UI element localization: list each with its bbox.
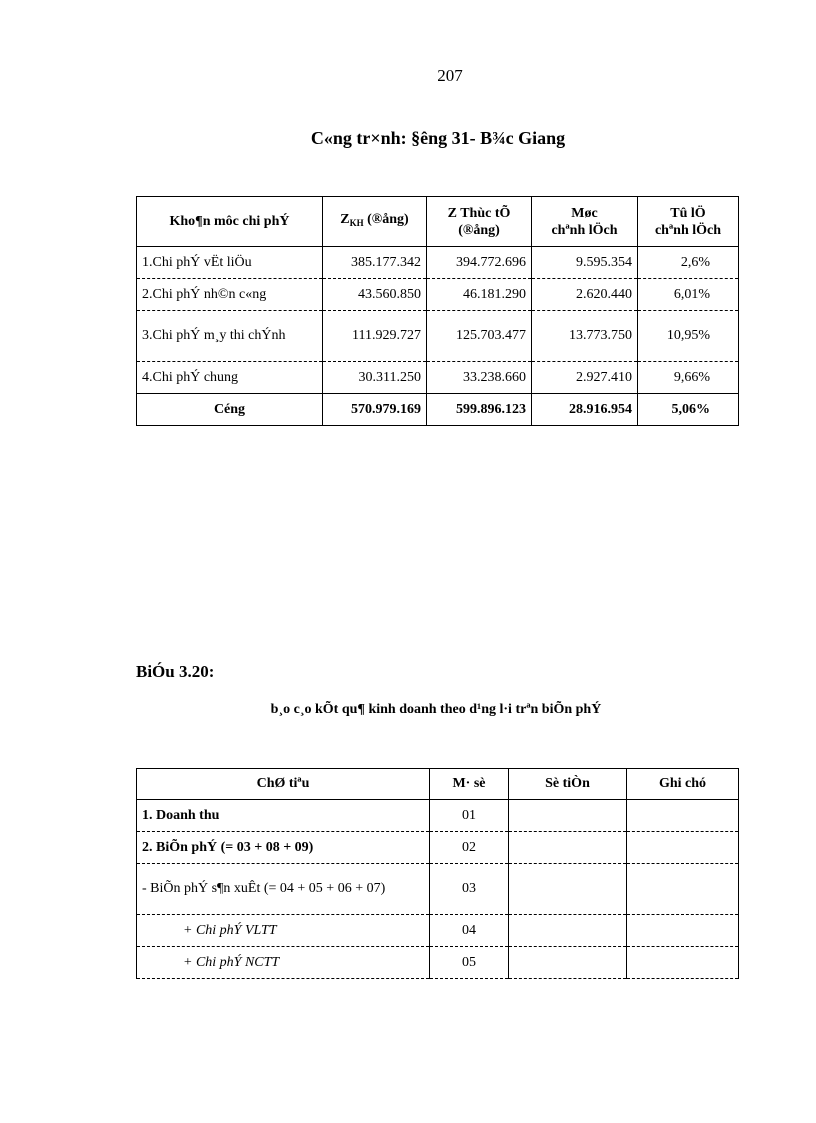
cost-table-header-row — [137, 197, 739, 247]
row-note — [627, 832, 739, 864]
row-diff: 13.773.750 — [532, 311, 638, 362]
header-plan — [323, 197, 427, 247]
header-note: Ghi chó — [627, 769, 739, 800]
header-rate-line2: chªnh lÖch — [654, 222, 722, 238]
row-amount — [509, 864, 627, 915]
header-plan-main: Z — [340, 212, 350, 227]
income-report-table — [136, 768, 739, 979]
report-table-header-row — [137, 769, 739, 800]
row-code: 04 — [430, 915, 509, 947]
header-diff-line2: chªnh lÖch — [551, 222, 618, 238]
header-plan-unit: (®ång) — [363, 212, 409, 227]
total-diff: 28.916.954 — [532, 394, 638, 426]
row-code: 05 — [430, 947, 509, 979]
table-row — [137, 864, 739, 915]
header-indicator: ChØ tiªu — [137, 769, 430, 800]
section-title: BiÓu 3.20: — [136, 662, 215, 681]
row-plan: 111.929.727 — [323, 311, 427, 362]
row-note — [627, 800, 739, 832]
row-item: 1.Chi phÝ vËt liÖu — [137, 247, 323, 279]
row-indicator: 1. Doanh thu — [137, 800, 430, 832]
row-rate: 9,66% — [638, 362, 739, 394]
report-title: b¸o c¸o kÕt qu¶ kinh doanh theo d¹ng l·i trªn biÕn phÝ — [270, 702, 602, 717]
header-actual-line1: Z Thùc tÕ — [447, 205, 511, 221]
row-item: 3.Chi phÝ m¸y thi chÝnh — [137, 311, 323, 362]
page-number: 207 — [437, 66, 463, 85]
row-code: 03 — [430, 864, 509, 915]
project-title: C«ng tr×nh: §êng 31- B¾c Giang — [310, 128, 566, 148]
total-rate: 5,06% — [638, 394, 739, 426]
header-rate-line1: Tû lÖ — [670, 205, 706, 221]
row-diff: 2.620.440 — [532, 279, 638, 311]
row-actual: 394.772.696 — [427, 247, 532, 279]
row-amount — [509, 800, 627, 832]
table-row — [137, 311, 739, 362]
header-diff — [532, 197, 638, 247]
row-plan: 43.560.850 — [323, 279, 427, 311]
header-actual-line2: (®ång) — [458, 222, 500, 238]
row-indicator: - BiÕn phÝ s¶n xuÊt (= 04 + 05 + 06 + 07) — [137, 864, 430, 915]
row-indicator: + Chi phÝ VLTT — [137, 915, 430, 947]
row-diff: 9.595.354 — [532, 247, 638, 279]
table-row — [137, 832, 739, 864]
table-row — [137, 362, 739, 394]
header-amount: Sè tiÒn — [509, 769, 627, 800]
cost-variance-table — [136, 196, 739, 426]
row-actual: 46.181.290 — [427, 279, 532, 311]
header-rate — [638, 197, 739, 247]
table-row — [137, 800, 739, 832]
header-plan-sub: KH — [349, 218, 364, 228]
row-amount — [509, 832, 627, 864]
row-plan: 385.177.342 — [323, 247, 427, 279]
row-rate: 10,95% — [638, 311, 739, 362]
row-diff: 2.927.410 — [532, 362, 638, 394]
table-row — [137, 279, 739, 311]
row-actual: 33.238.660 — [427, 362, 532, 394]
row-note — [627, 864, 739, 915]
header-code: M· sè — [430, 769, 509, 800]
row-item: 4.Chi phÝ chung — [137, 362, 323, 394]
row-amount — [509, 915, 627, 947]
row-code: 01 — [430, 800, 509, 832]
total-item: Céng — [137, 394, 323, 426]
table-total-row — [137, 394, 739, 426]
total-plan: 570.979.169 — [323, 394, 427, 426]
row-rate: 2,6% — [638, 247, 739, 279]
row-plan: 30.311.250 — [323, 362, 427, 394]
table-row — [137, 947, 739, 979]
table-row — [137, 247, 739, 279]
row-amount — [509, 947, 627, 979]
row-code: 02 — [430, 832, 509, 864]
table-row — [137, 915, 739, 947]
row-note — [627, 947, 739, 979]
row-indicator: + Chi phÝ NCTT — [137, 947, 430, 979]
row-indicator: 2. BiÕn phÝ (= 03 + 08 + 09) — [137, 832, 430, 864]
row-actual: 125.703.477 — [427, 311, 532, 362]
row-rate: 6,01% — [638, 279, 739, 311]
header-actual — [427, 197, 532, 247]
header-item: Kho¶n môc chi phÝ — [137, 197, 323, 247]
row-item: 2.Chi phÝ nh©n c«ng — [137, 279, 323, 311]
row-note — [627, 915, 739, 947]
header-diff-line1: Møc — [571, 205, 598, 221]
total-actual: 599.896.123 — [427, 394, 532, 426]
